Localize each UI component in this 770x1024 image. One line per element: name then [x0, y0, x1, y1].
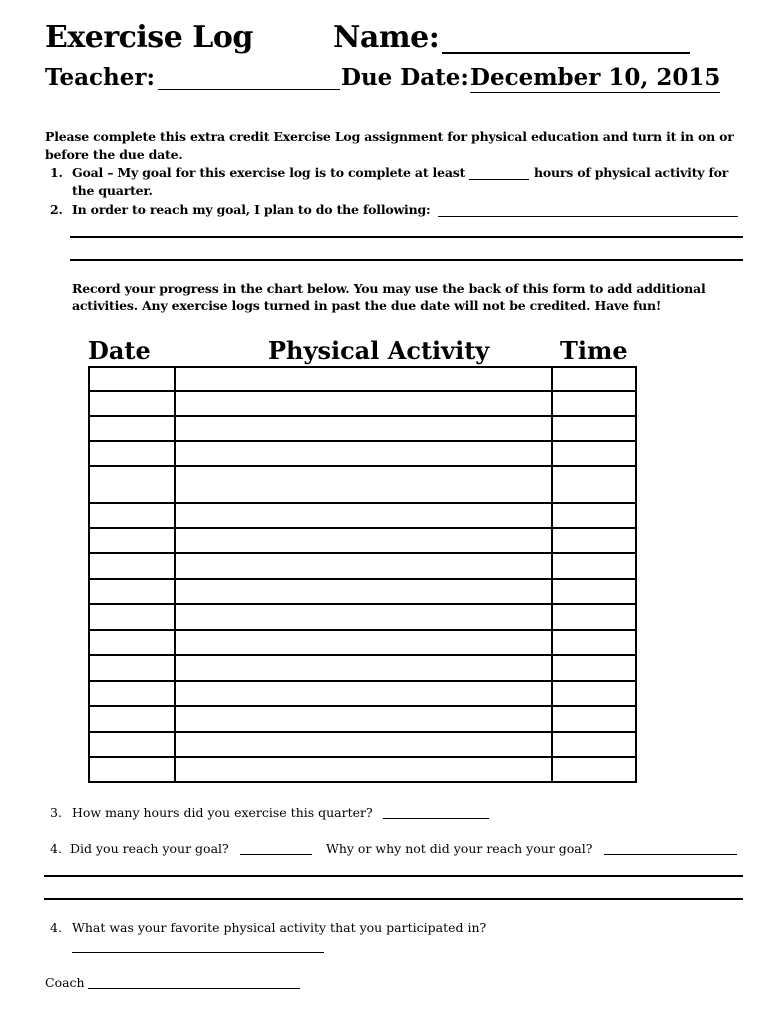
time-cell[interactable] — [552, 466, 636, 503]
date-cell[interactable] — [89, 706, 175, 732]
activity-cell[interactable] — [175, 604, 552, 630]
time-cell[interactable] — [552, 732, 636, 757]
date-cell[interactable] — [89, 367, 175, 391]
table-row — [89, 391, 636, 416]
time-cell[interactable] — [552, 553, 636, 579]
table-row — [89, 367, 636, 391]
date-cell[interactable] — [89, 630, 175, 655]
answer-line-2[interactable] — [44, 898, 743, 900]
activity-cell[interactable] — [175, 441, 552, 466]
record-line-2: activities. Any exercise logs turned in past the due date will not be credited. Have fun! — [72, 298, 662, 313]
favorite-activity-field[interactable] — [72, 952, 324, 953]
table-row — [89, 732, 636, 757]
time-cell[interactable] — [552, 579, 636, 604]
activity-cell[interactable] — [175, 732, 552, 757]
time-cell[interactable] — [552, 441, 636, 466]
table-row — [89, 466, 636, 503]
record-line-1: Record your progress in the chart below. You may use the back of this form to add additional — [72, 281, 706, 296]
table-row — [89, 706, 636, 732]
hours-answer-field[interactable] — [383, 818, 489, 819]
date-cell[interactable] — [89, 466, 175, 503]
column-header-time: Time — [560, 336, 628, 365]
plan-field[interactable] — [438, 216, 738, 217]
table-row — [89, 604, 636, 630]
question-3-text: How many hours did you exercise this quarter? — [72, 805, 373, 820]
table-row — [89, 528, 636, 553]
activity-cell[interactable] — [175, 681, 552, 706]
due-date-label: Due Date: — [341, 64, 469, 91]
time-cell[interactable] — [552, 416, 636, 441]
table-row — [89, 757, 636, 782]
answer-line-1[interactable] — [44, 875, 743, 877]
why-answer-field[interactable] — [604, 854, 737, 855]
time-cell[interactable] — [552, 528, 636, 553]
column-header-date: Date — [88, 336, 151, 365]
coach-signature-field[interactable] — [88, 988, 300, 989]
plan-line-2[interactable] — [70, 259, 743, 261]
time-cell[interactable] — [552, 706, 636, 732]
date-cell[interactable] — [89, 503, 175, 528]
table-row — [89, 553, 636, 579]
activity-cell[interactable] — [175, 706, 552, 732]
goal-hours-field[interactable] — [469, 179, 529, 180]
question-3-number: 3. — [50, 805, 62, 820]
time-cell[interactable] — [552, 367, 636, 391]
question-4-text: Did you reach your goal? — [70, 841, 229, 856]
time-cell[interactable] — [552, 630, 636, 655]
activity-cell[interactable] — [175, 630, 552, 655]
intro-line-1: Please complete this extra credit Exercise Log assignment for physical education and turn it in on or — [45, 129, 734, 144]
date-cell[interactable] — [89, 391, 175, 416]
date-cell[interactable] — [89, 416, 175, 441]
question-4-why: Why or why not did your reach your goal? — [326, 841, 593, 856]
activity-cell[interactable] — [175, 416, 552, 441]
date-cell[interactable] — [89, 655, 175, 681]
activity-cell[interactable] — [175, 757, 552, 782]
date-cell[interactable] — [89, 732, 175, 757]
table-row — [89, 655, 636, 681]
coach-label: Coach — [45, 975, 85, 990]
table-row — [89, 681, 636, 706]
activity-cell[interactable] — [175, 553, 552, 579]
page-title: Exercise Log — [45, 20, 253, 55]
question-5-number: 4. — [50, 920, 62, 935]
date-cell[interactable] — [89, 757, 175, 782]
date-cell[interactable] — [89, 579, 175, 604]
name-field[interactable] — [442, 52, 690, 54]
column-header-activity: Physical Activity — [268, 336, 490, 365]
time-cell[interactable] — [552, 681, 636, 706]
time-cell[interactable] — [552, 604, 636, 630]
date-cell[interactable] — [89, 528, 175, 553]
item-1-text-cont: hours of physical activity for — [534, 165, 729, 180]
question-4-number: 4. — [50, 841, 62, 856]
goal-reached-field[interactable] — [240, 854, 312, 855]
activity-cell[interactable] — [175, 579, 552, 604]
plan-line-1[interactable] — [70, 236, 743, 238]
date-cell[interactable] — [89, 681, 175, 706]
activity-cell[interactable] — [175, 391, 552, 416]
date-cell[interactable] — [89, 553, 175, 579]
table-row — [89, 579, 636, 604]
item-2-number: 2. — [50, 202, 63, 217]
activity-cell[interactable] — [175, 367, 552, 391]
date-cell[interactable] — [89, 604, 175, 630]
table-row — [89, 503, 636, 528]
name-label: Name: — [333, 20, 440, 55]
item-2-text: In order to reach my goal, I plan to do the following: — [72, 202, 431, 217]
time-cell[interactable] — [552, 503, 636, 528]
activity-cell[interactable] — [175, 503, 552, 528]
activity-cell[interactable] — [175, 466, 552, 503]
activity-cell[interactable] — [175, 655, 552, 681]
time-cell[interactable] — [552, 655, 636, 681]
time-cell[interactable] — [552, 757, 636, 782]
time-cell[interactable] — [552, 391, 636, 416]
table-row — [89, 416, 636, 441]
question-5-text: What was your favorite physical activity that you participated in? — [72, 920, 487, 935]
item-1-text-end: the quarter. — [72, 183, 153, 198]
teacher-field[interactable] — [158, 89, 340, 90]
exercise-log-table — [88, 366, 637, 783]
teacher-label: Teacher: — [45, 64, 155, 91]
date-cell[interactable] — [89, 441, 175, 466]
due-date-value: December 10, 2015 — [470, 64, 721, 91]
intro-line-2: before the due date. — [45, 147, 183, 162]
item-1-number: 1. — [50, 165, 63, 180]
activity-cell[interactable] — [175, 528, 552, 553]
table-row — [89, 441, 636, 466]
item-1-text: Goal – My goal for this exercise log is to complete at least — [72, 165, 466, 180]
table-row — [89, 630, 636, 655]
